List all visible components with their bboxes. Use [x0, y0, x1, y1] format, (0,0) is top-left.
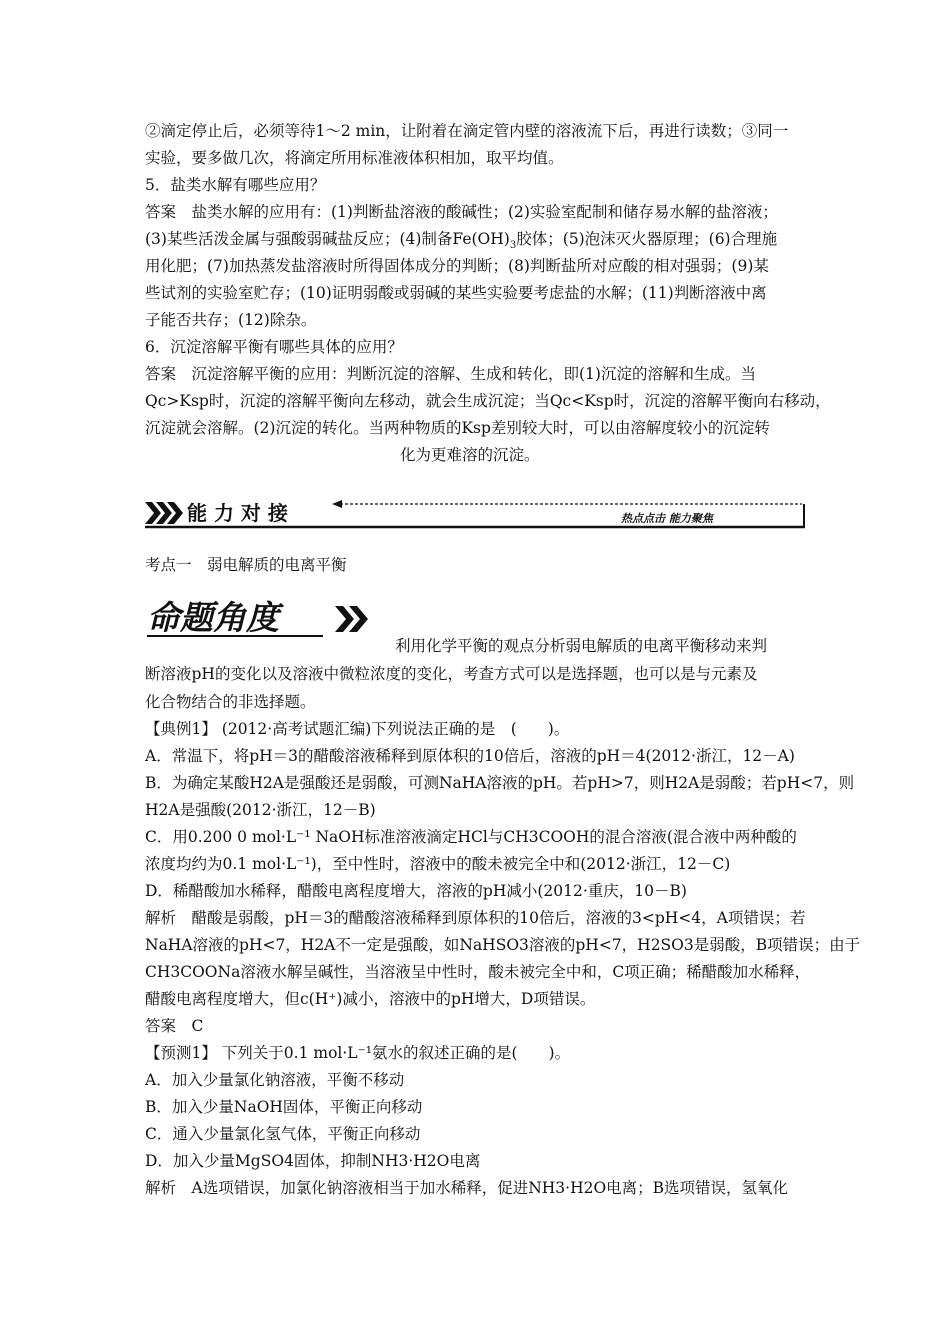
- predict-analysis-line: 解析 A选项错误，加氯化钠溶液相当于加水稀释，促进NH3·H2O电离；B选项错误，氢氧化: [145, 1179, 789, 1197]
- analysis-line: CH3COONa溶液水解呈碱性，当溶液呈中性时，酸未被完全中和，C项正确；稀醋酸加水稀释，: [145, 963, 811, 981]
- answer-6-line: 答案 沉淀溶解平衡的应用：判断沉淀的溶解、生成和转化，即(1)沉淀的溶解和生成。当: [145, 365, 756, 383]
- intro-block: [145, 632, 817, 716]
- option-c: C．用0.200 0 mol·L⁻¹ NaOH标准溶液滴定HCl与CH3COOH的混合溶液(混合液中两种酸的: [145, 828, 797, 846]
- predict-option-a: A．加入少量氯化钠溶液，平衡不移动: [145, 1071, 405, 1089]
- text-line: 实验，要多做几次，将滴定所用标准液体积相加，取平均值。: [145, 149, 564, 167]
- answer-6-line: Qc>Ksp时，沉淀的溶解平衡向左移动，就会生成沉淀；当Qc<Ksp时，沉淀的溶解平衡向右移动，: [145, 392, 831, 410]
- analysis-line: 醋酸电离程度增大，但c(H⁺)减小，溶液中的pH增大，D项错误。: [145, 990, 596, 1008]
- option-d: D．稀醋酸加水稀释，醋酸电离程度增大，溶液的pH减小(2012·重庆，10－B): [145, 882, 687, 900]
- top-text-block: [145, 118, 831, 469]
- answer-6-line: 沉淀就会溶解。(2)沉淀的转化。当两种物质的Ksp差别较大时，可以由溶解度较小的沉淀转: [145, 419, 770, 437]
- intro-line: 利用化学平衡的观点分析弱电解质的电离平衡移动来判: [395, 637, 768, 655]
- analysis-line: 解析 醋酸是弱酸，pH＝3的醋酸溶液稀释到原体积的10倍后，溶液的3<pH<4，A项错误；若: [145, 909, 806, 927]
- answer-5-line: 答案 盐类水解的应用有：(1)判断盐溶液的酸碱性；(2)实验室配制和储存易水解的盐溶液；: [145, 203, 778, 221]
- predict-head: 【预测1】 下列关于0.1 mol·L⁻¹氨水的叙述正确的是( )。: [145, 1044, 571, 1062]
- answer-5-line: 用化肥；(7)加热蒸发盐溶液时所得固体成分的判断；(8)判断盐所对应酸的相对强弱；(9)某: [145, 257, 769, 275]
- example-head: 【典例1】 (2012·高考试题汇编)下列说法正确的是 ( )。: [145, 720, 570, 738]
- answer-5-line: 子能否共存；(12)除杂。: [145, 311, 317, 329]
- option-b: B．为确定某酸H2A是强酸还是弱酸，可测NaHA溶液的pH。若pH>7，则H2A是弱酸；若pH<7，则: [145, 774, 855, 792]
- predict-option-d: D．加入少量MgSO4固体，抑制NH3·H2O电离: [145, 1152, 481, 1170]
- answer-5-line: (3)某些活泼金属与强酸弱碱盐反应；(4)制备$Fe(OH)_3$胶体；(5)泡沫灭火器原理；(6)合理施: [145, 230, 778, 252]
- intro-line: 化合物结合的非选择题。: [145, 693, 316, 711]
- answer-5-line: 些试剂的实验室贮存；(10)证明弱酸或弱碱的某些实验要考虑盐的水解；(11)判断溶液中离: [145, 284, 767, 302]
- double-chevron-icon: [335, 606, 368, 632]
- example-block: [145, 716, 861, 1202]
- intro-line: 断溶液pH的变化以及溶液中微粒浓度的变化，考查方式可以是选择题，也可以是与元素及: [145, 665, 758, 683]
- mingti-title: 命题角度: [147, 598, 279, 637]
- section-banner: [145, 496, 810, 530]
- predict-option-c: C．通入少量氯化氢气体，平衡正向移动: [145, 1125, 421, 1143]
- predict-option-b: B．加入少量NaOH固体，平衡正向移动: [145, 1098, 423, 1116]
- question-6: 6．沉淀溶解平衡有哪些具体的应用？: [145, 338, 403, 356]
- question-5: 5．盐类水解有哪些应用？: [145, 176, 326, 194]
- option-c-cont: 浓度均约为0.1 mol·L⁻¹)，至中性时，溶液中的酸未被完全中和(2012·浙江，12－C): [145, 855, 731, 873]
- option-a: A．常温下，将pH＝3的醋酸溶液稀释到原体积的10倍后，溶液的pH＝4(2012·浙江，12－A): [145, 747, 795, 765]
- answer-6-line: 化为更难溶的沉淀。: [400, 446, 540, 464]
- banner-title: 能 力 对 接: [187, 501, 288, 525]
- example-answer: 答案 C: [145, 1017, 204, 1035]
- option-b-cont: H2A是强酸(2012·浙江，12－B): [145, 801, 376, 819]
- topic-title: 考点一 弱电解质的电离平衡: [145, 556, 347, 574]
- chevrons-icon: [145, 502, 183, 524]
- analysis-line: NaHA溶液的pH<7，H2A不一定是强酸，如NaHSO3溶液的pH<7，H2SO3是弱酸，B项错误；由于: [145, 936, 861, 954]
- text-line: ②滴定停止后，必须等待1～2 min，让附着在滴定管内壁的溶液流下后，再进行读数；③同一: [145, 122, 789, 140]
- banner-subtitle: 热点点击 能力聚焦: [621, 512, 713, 525]
